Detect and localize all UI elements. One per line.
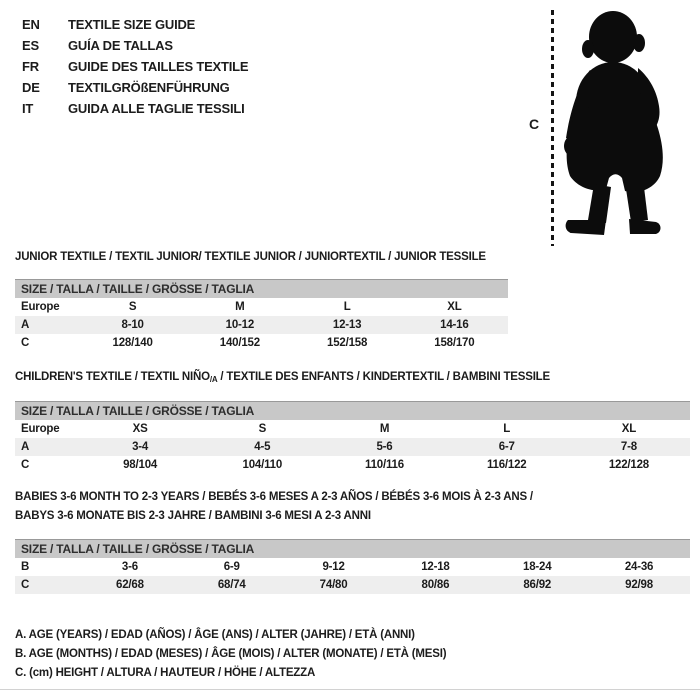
- children-title-part: / TEXTILE DES ENFANTS / KINDERTEXTIL / BAMBINI TESSILE: [217, 371, 550, 383]
- height-cell: 98/104: [123, 459, 158, 471]
- table-row-europe: [15, 298, 508, 316]
- size-cell: XL: [621, 423, 637, 435]
- children-title-subscript: /A: [209, 375, 218, 384]
- language-code: EN: [22, 17, 40, 32]
- row-label: A: [21, 441, 30, 453]
- language-row-it: [22, 98, 248, 119]
- language-label: TEXTILGRÖßENFÜHRUNG: [68, 80, 230, 95]
- children-title-part: CHILDREN'S TEXTILE / TEXTIL NIÑO: [15, 371, 210, 383]
- row-label: C: [21, 459, 30, 471]
- children-size-table: [15, 401, 690, 474]
- row-label: A: [21, 319, 30, 331]
- months-cell: 18-24: [523, 561, 552, 573]
- height-cell: 140/152: [219, 337, 260, 349]
- height-cell: 122/128: [608, 459, 649, 471]
- height-marker-label: C: [529, 116, 540, 132]
- age-cell: 6-7: [498, 441, 515, 453]
- age-cell: 4-5: [254, 441, 271, 453]
- height-cell: 128/140: [112, 337, 153, 349]
- note-b: B. AGE (MONTHS) / EDAD (MESES) / ÂGE (MOIS) / ALTER (MONATE) / ETÀ (MESI): [15, 648, 447, 660]
- months-cell: 9-12: [322, 561, 345, 573]
- language-label: TEXTILE SIZE GUIDE: [68, 17, 196, 32]
- months-cell: 3-6: [121, 561, 138, 573]
- height-cell: 92/98: [625, 579, 653, 591]
- language-code: ES: [22, 38, 39, 53]
- height-cell: 68/74: [217, 579, 246, 591]
- language-row-en: [22, 14, 248, 35]
- age-cell: 12-13: [332, 319, 362, 331]
- height-cell: 116/122: [486, 459, 527, 471]
- language-code: IT: [22, 101, 34, 116]
- height-dashed-line-icon: [551, 10, 554, 246]
- height-cell: 158/170: [434, 337, 475, 349]
- table-row-europe: [15, 420, 690, 438]
- size-cell: L: [503, 423, 511, 435]
- language-label: GUIDA ALLE TAGLIE TESSILI: [68, 101, 245, 116]
- note-a: A. AGE (YEARS) / EDAD (AÑOS) / ÂGE (ANS) / ALTER (JAHRE) / ETÀ (ANNI): [15, 629, 415, 641]
- bottom-divider: [0, 689, 700, 690]
- table-header: SIZE / TALLA / TAILLE / GRÖSSE / TAGLIA: [15, 539, 690, 558]
- legend-notes: [15, 626, 446, 683]
- babies-size-table: [15, 539, 690, 594]
- note-c: C. (cm) HEIGHT / ALTURA / HAUTEUR / HÖHE / ALTEZZA: [15, 667, 316, 679]
- height-cell: 152/158: [327, 337, 368, 349]
- table-header: SIZE / TALLA / TAILLE / GRÖSSE / TAGLIA: [15, 279, 508, 298]
- height-cell: 80/86: [421, 579, 450, 591]
- height-cell: 110/116: [365, 459, 404, 471]
- language-row-es: [22, 35, 248, 56]
- language-row-de: [22, 77, 248, 98]
- language-label: GUIDE DES TAILLES TEXTILE: [68, 59, 249, 74]
- row-label: C: [21, 337, 30, 349]
- age-cell: 10-12: [225, 319, 255, 331]
- language-list: [22, 14, 248, 119]
- months-cell: 24-36: [624, 561, 654, 573]
- babies-title-line1: BABIES 3-6 MONTH TO 2-3 YEARS / BEBÉS 3-6 MESES A 2-3 AÑOS / BÉBÉS 3-6 MOIS À 2-3 ANS /: [15, 491, 533, 503]
- months-cell: 6-9: [223, 561, 240, 573]
- months-cell: 12-18: [421, 561, 450, 573]
- table-row-age: [15, 438, 690, 456]
- height-cell: 74/80: [319, 579, 348, 591]
- size-cell: M: [379, 423, 390, 435]
- babies-title-line2: BABYS 3-6 MONATE BIS 2-3 JAHRE / BAMBINI 3-6 MESI A 2-3 ANNI: [15, 510, 371, 522]
- row-label: Europe: [21, 423, 60, 435]
- table-row-height: [15, 456, 690, 474]
- row-label: C: [21, 579, 30, 591]
- language-code: DE: [22, 80, 40, 95]
- table-row-height: [15, 576, 690, 594]
- junior-section-title: JUNIOR TEXTILE / TEXTIL JUNIOR/ TEXTILE JUNIOR / JUNIORTEXTIL / JUNIOR TESSILE: [15, 251, 486, 263]
- size-cell: S: [128, 301, 137, 313]
- age-cell: 7-8: [620, 441, 637, 453]
- table-row-height: [15, 334, 508, 352]
- age-cell: 3-4: [132, 441, 149, 453]
- size-cell: M: [235, 301, 245, 313]
- language-row-fr: [22, 56, 248, 77]
- age-cell: 8-10: [121, 319, 144, 331]
- height-cell: 62/68: [116, 579, 144, 591]
- row-label: B: [21, 561, 30, 573]
- table-row-age: [15, 316, 508, 334]
- size-cell: L: [343, 301, 351, 313]
- age-cell: 5-6: [376, 441, 393, 453]
- size-cell: S: [258, 423, 267, 435]
- toddler-silhouette-icon: [556, 8, 678, 248]
- height-cell: 86/92: [523, 579, 552, 591]
- row-label: Europe: [21, 301, 60, 313]
- babies-section-title: [15, 488, 533, 526]
- age-cell: 14-16: [440, 319, 469, 331]
- junior-size-table: [15, 279, 508, 352]
- table-header: SIZE / TALLA / TAILLE / GRÖSSE / TAGLIA: [15, 401, 690, 420]
- height-cell: 104/110: [242, 459, 283, 471]
- children-section-title: [15, 371, 550, 384]
- table-row-months: [15, 558, 690, 576]
- size-cell: XS: [132, 423, 148, 435]
- language-label: GUÍA DE TALLAS: [68, 38, 173, 53]
- language-code: FR: [22, 59, 39, 74]
- size-cell: XL: [447, 301, 462, 313]
